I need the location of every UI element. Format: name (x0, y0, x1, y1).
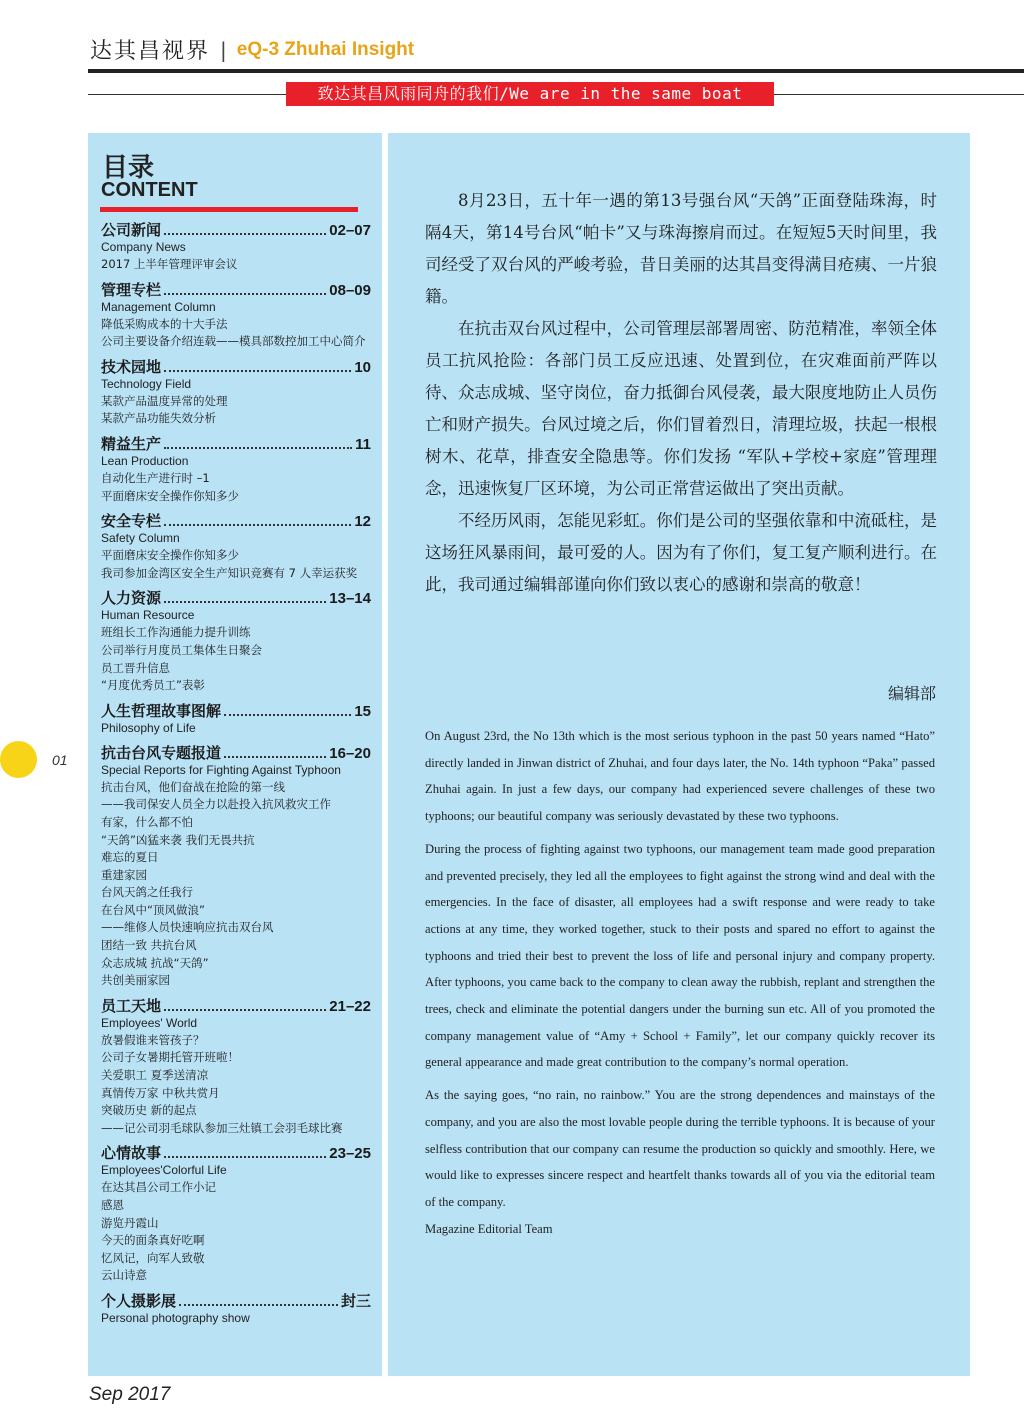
article-en-paragraph: As the saying goes, “no rain, no rainbow.” You are the strong dependences and mainstays of the company, and you are also the most lovable people during the terrible typhoons. It is because of your selfless contribution that our company can resume the production so quickly and smoothly. Here, we would like to expresses sincere respect and heartfelt thanks towards all of you via the editorial team of the company. (425, 1088, 935, 1209)
toc-leader-dots (164, 233, 326, 235)
toc-leader-dots (179, 1304, 338, 1306)
toc-item[interactable]: 放暑假谁来管孩子？ (101, 1032, 205, 1047)
toc-item[interactable]: 某款产品功能失效分析 (101, 411, 216, 426)
article-en-paragraph: During the process of fighting against two typhoons, our management team made good preparation and prevented precisely, they led all the employees to fight against the strong wind and deal with the emergencies. In the face of disaster, all employees had a swift response and were ready to take actions at any time, they worked together, stuck to their posts and spared no effort to against the typhoons and tried their best to prevent the loss of life and personal injury and company property. After typhoons, you came back to the company to clean away the rubbish, replant and strengthen the trees, check and eliminate the potential dangers under the burning sun etc. All of you promoted the company management value of “Amy + School + Family”, let our company quickly recover its general appearance and made great contribution to the company’s normal operation. (425, 841, 935, 1070)
toc-section-english: Company News (101, 240, 186, 254)
toc-item[interactable]: 我司参加金湾区安全生产知识竞赛有 7 人幸运获奖 (101, 565, 358, 580)
toc-section-heading[interactable] (101, 1142, 371, 1162)
toc-section-pages: 21–22 (329, 997, 371, 1015)
toc-section-title: 心情故事 (101, 1144, 162, 1163)
toc-section-pages: 23–25 (329, 1145, 371, 1163)
toc-item[interactable]: 众志成城 抗战“天鸽” (101, 955, 209, 970)
toc-item[interactable]: 某款产品温度异常的处理 (101, 393, 228, 408)
toc-leader-dots (164, 601, 326, 603)
article-box (388, 133, 970, 1376)
toc-leader-dots (224, 714, 351, 716)
toc-section-pages: 08–09 (329, 281, 371, 299)
toc-section-pages: 封三 (340, 1292, 371, 1310)
toc-section-title: 管理专栏 (101, 280, 162, 299)
toc-item[interactable]: “月度优秀员工”表彰 (101, 678, 205, 693)
toc-section-title: 抗击台风专题报道 (101, 743, 222, 762)
toc-item[interactable]: 班组长工作沟通能力提升训练 (101, 625, 251, 640)
toc-item[interactable]: 共创美丽家园 (101, 973, 170, 988)
toc-section-english: Technology Field (101, 376, 192, 391)
toc-item[interactable]: 公司子女暑期托管开班啦！ (101, 1050, 239, 1065)
toc-item[interactable]: 团结一致 共抗台风 (101, 938, 197, 953)
toc-leader-dots (164, 1156, 326, 1158)
toc-section-heading[interactable] (101, 279, 371, 299)
toc-section (101, 1290, 371, 1327)
toc-item[interactable]: 降低采购成本的十大手法 (101, 316, 228, 331)
toc-section-heading[interactable] (101, 219, 371, 239)
toc-item[interactable]: ——我司保安人员全力以赴投入抗风救灾工作 (101, 797, 331, 812)
toc-item[interactable]: 抗击台风，他们奋战在抢险的第一线 (101, 779, 285, 794)
toc-section-pages: 11 (355, 435, 371, 453)
toc-item[interactable]: 忆风记，向军人致敬 (101, 1250, 205, 1265)
toc-section (101, 510, 371, 582)
toc-section-english: Employees'Colorful Life (101, 1163, 227, 1178)
toc-section-heading[interactable] (101, 700, 371, 720)
toc-leader-dots (164, 293, 326, 295)
toc-section-english: Philosophy of Life (101, 720, 196, 735)
toc-item[interactable]: 平面磨床安全操作你知多少 (101, 488, 239, 503)
title-separator: | (220, 37, 227, 62)
toc-leader-dots (164, 370, 351, 372)
toc-leader-dots (224, 756, 326, 758)
page-number: 01 (52, 752, 68, 768)
toc-section-english: Safety Column (101, 531, 180, 546)
header (90, 34, 414, 65)
toc-section-heading[interactable] (101, 742, 371, 762)
toc-leader-dots (164, 447, 352, 449)
toc-section-english: Employees' World (101, 1015, 198, 1030)
toc-section-english: Human Resource (101, 608, 195, 623)
toc-section (101, 279, 371, 351)
toc-section-title: 员工天地 (101, 996, 162, 1015)
article-cn-paragraph: 8月23日，五十年一遇的第13号强台风“天鸽”正面登陆珠海，时隔4天，第14号台风“帕卡”又与珠海擦肩而过。在短短5天时间里，我司经受了双台风的严峻考验，昔日美丽的达其昌变得满目疮痍、一片狼籍。 (425, 191, 937, 306)
toc-section-title: 公司新闻 (101, 221, 162, 239)
toc-section-pages: 10 (354, 358, 371, 376)
toc-item[interactable]: 重建家园 (101, 867, 147, 882)
toc-item[interactable]: 公司举行月度员工集体生日聚会 (101, 642, 262, 657)
toc-item[interactable]: 关爱职工 夏季送清凉 (101, 1068, 209, 1083)
toc-section-title: 技术园地 (101, 357, 162, 376)
toc-item[interactable]: 自动化生产进行时 –1 (101, 470, 210, 485)
toc-section-heading[interactable] (101, 995, 371, 1015)
toc-item[interactable]: 感恩 (101, 1198, 124, 1212)
article-en (425, 723, 935, 1237)
toc-leader-dots (164, 524, 351, 526)
toc-section-english: Personal photography show (101, 1310, 250, 1325)
toc-section-heading[interactable] (101, 1290, 371, 1310)
magazine-title-en: eQ-3 Zhuhai Insight (236, 38, 415, 60)
toc-item[interactable]: 台风天鸽之任我行 (101, 885, 193, 900)
toc-section (101, 433, 371, 505)
toc-item[interactable]: 难忘的夏日 (101, 850, 159, 865)
toc-section-title: 人力资源 (101, 589, 162, 608)
toc-section (101, 587, 371, 694)
toc-item[interactable]: 2017 上半年管理评审会议 (101, 257, 238, 271)
toc-section-title: 精益生产 (101, 434, 162, 453)
page-marker-dot (0, 741, 37, 778)
toc-section-heading[interactable] (101, 587, 371, 607)
toc-section-title: 个人摄影展 (101, 1291, 177, 1310)
toc-item[interactable]: “天鸽”凶猛来袭 我们无畏共抗 (101, 832, 255, 847)
magazine-title-cn: 达其昌视界 (90, 39, 211, 64)
toc-item[interactable]: 真情传万家 中秋共赏月 (101, 1085, 220, 1100)
toc-section (101, 1142, 371, 1285)
toc-section-english: Management Column (101, 299, 216, 314)
toc-item[interactable]: 平面磨床安全操作你知多少 (101, 548, 239, 563)
article-cn-paragraph: 不经历风雨，怎能见彩虹。你们是公司的坚强依靠和中流砥柱，是这场狂风暴雨间，最可爱的人。因为有了你们，复工复产顺利进行。在此，我司通过编辑部谨向你们致以衷心的感谢和崇高的敬意！ (425, 511, 937, 594)
toc-item[interactable]: 突破历史 新的起点 (101, 1103, 197, 1118)
toc-leader-dots (164, 1009, 326, 1011)
article-en-signature: Magazine Editorial Team (425, 1221, 553, 1236)
toc-section-title: 人生哲理故事图解 (101, 701, 222, 720)
toc-list (101, 219, 371, 1332)
article-cn (425, 185, 937, 601)
toc-item[interactable]: 游览丹霞山 (101, 1215, 159, 1230)
table-of-contents (88, 133, 382, 1376)
toc-section (101, 700, 371, 737)
toc-section-title: 安全专栏 (101, 512, 162, 531)
toc-section (101, 219, 371, 274)
toc-item[interactable]: 有家，什么都不怕 (101, 814, 193, 829)
toc-section-pages: 15 (354, 702, 371, 720)
toc-item[interactable]: 云山诗意 (101, 1268, 147, 1283)
toc-section-pages: 02–07 (329, 222, 371, 239)
toc-section (101, 742, 371, 990)
toc-section-pages: 13–14 (329, 590, 371, 608)
toc-red-rule (100, 207, 358, 212)
toc-section-english: Lean Production (101, 453, 189, 468)
toc-title-cn: 目录 (102, 153, 155, 183)
toc-section-heading[interactable] (101, 510, 371, 530)
header-rule (88, 69, 1024, 73)
toc-item[interactable]: 今天的面条真好吃啊 (101, 1233, 205, 1248)
toc-item[interactable]: 公司主要设备介绍连载——模具部数控加工中心简介 (101, 334, 366, 349)
toc-section-heading[interactable] (101, 356, 371, 376)
toc-item[interactable]: 在达其昌公司工作小记 (101, 1180, 216, 1195)
toc-section-english: Special Reports for Fighting Against Typhoon (101, 762, 341, 777)
toc-item[interactable]: 员工晋升信息 (101, 660, 170, 675)
toc-title-en: CONTENT (101, 179, 198, 201)
toc-item[interactable]: ——维修人员快速响应抗击双台风 (101, 920, 274, 935)
issue-date: Sep 2017 (89, 1384, 171, 1405)
toc-section (101, 356, 371, 428)
toc-section (101, 995, 371, 1138)
article-cn-paragraph: 在抗击双台风过程中，公司管理层部署周密、防范精准，率领全体员工抗风抢险：各部门员工反应迅速、处置到位，在灾难面前严阵以待、众志成城、坚守岗位，奋力抵御台风侵袭，最大限度地防止人员伤亡和财产损失。台风过境之后，你们冒着烈日，清理垃圾，扶起一根根树木、花草，排查安全隐患等。你们发扬 “军队+学校+家庭”管理理念，迅速恢复厂区环境，为公司正常营运做出了突出贡献。 (425, 319, 937, 498)
toc-section-pages: 16–20 (329, 744, 371, 762)
toc-section-heading[interactable] (101, 433, 371, 453)
article-en-paragraph: On August 23rd, the No 13th which is the most serious typhoon in the past 50 years named “Hato” directly landed in Jinwan district of Zhuhai, and four days later, the No. 14th typhoon “Paka” passed Zhuhai again. In just a few days, our company had experienced severe challenges of these two typhoons; our beautiful company was seriously devastated by these two typhoons. (425, 729, 935, 824)
tagline-banner: 致达其昌风雨同舟的我们/We are in the same boat (286, 82, 774, 106)
article-cn-signature: 编辑部 (887, 684, 936, 703)
toc-item[interactable]: ——记公司羽毛球队参加三灶镇工会羽毛球比赛 (101, 1120, 343, 1135)
toc-item[interactable]: 在台风中“顶风做浪” (101, 902, 205, 917)
toc-section-pages: 12 (354, 513, 371, 531)
